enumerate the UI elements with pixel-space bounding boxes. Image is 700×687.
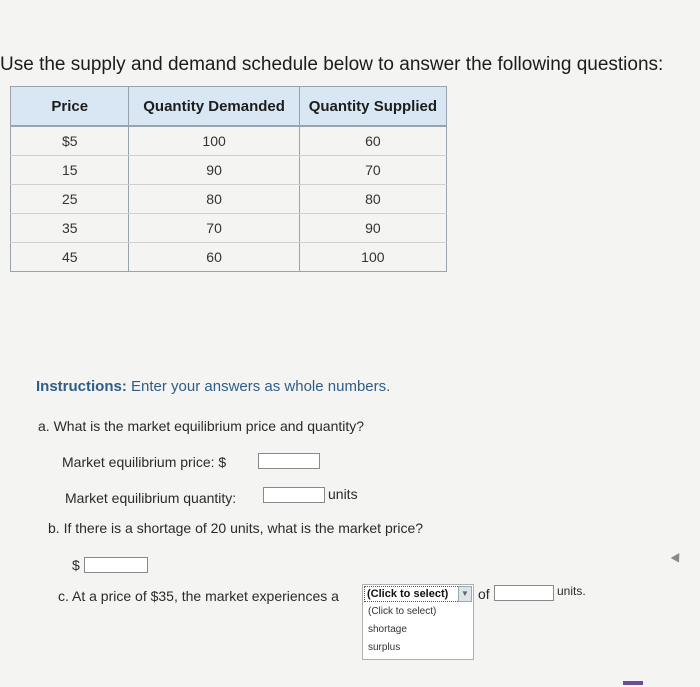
column-header-quantity-demanded: Quantity Demanded bbox=[129, 87, 299, 127]
dropdown-option-surplus[interactable]: surplus bbox=[368, 642, 401, 653]
shortage-price-input[interactable] bbox=[84, 557, 148, 573]
page-heading: Use the supply and demand schedule below to answer the following questions: bbox=[0, 54, 664, 75]
shortage-surplus-dropdown[interactable] bbox=[362, 584, 474, 660]
cell-price: 25 bbox=[11, 185, 129, 214]
supply-demand-table bbox=[10, 86, 447, 272]
question-b: b. If there is a shortage of 20 units, what is the market price? bbox=[48, 520, 424, 536]
cell-quantity-demanded: 70 bbox=[129, 214, 299, 243]
cell-price: $5 bbox=[11, 126, 129, 156]
equilibrium-quantity-unit: units bbox=[328, 486, 358, 502]
table-row bbox=[11, 126, 447, 156]
table-row bbox=[11, 156, 447, 185]
instructions-label: Instructions: bbox=[36, 378, 127, 395]
table-row bbox=[11, 185, 447, 214]
question-c: c. At a price of $35, the market experiences a bbox=[58, 588, 339, 604]
cell-quantity-supplied: 100 bbox=[299, 243, 446, 272]
cell-price: 45 bbox=[11, 243, 129, 272]
column-header-price: Price bbox=[11, 87, 129, 127]
equilibrium-price-label: Market equilibrium price: $ bbox=[62, 454, 227, 470]
cell-quantity-supplied: 80 bbox=[299, 185, 446, 214]
chevron-down-icon[interactable]: ▼ bbox=[458, 586, 472, 602]
table-row bbox=[11, 243, 447, 272]
cell-quantity-supplied: 90 bbox=[299, 214, 446, 243]
cell-quantity-demanded: 80 bbox=[129, 185, 299, 214]
question-a: a. What is the market equilibrium price and quantity? bbox=[38, 418, 365, 434]
cell-quantity-demanded: 60 bbox=[129, 243, 299, 272]
cell-price: 35 bbox=[11, 214, 129, 243]
dropdown-option-click-to-select[interactable]: (Click to select) bbox=[368, 606, 437, 617]
table-row bbox=[11, 214, 447, 243]
cell-quantity-supplied: 70 bbox=[299, 156, 446, 185]
equilibrium-price-input[interactable] bbox=[258, 453, 320, 469]
dropdown-selected-value[interactable]: (Click to select) ▼ bbox=[364, 586, 472, 602]
units-label: units. bbox=[557, 584, 586, 598]
units-input[interactable] bbox=[494, 585, 554, 601]
corner-marker bbox=[623, 681, 643, 685]
of-label: of bbox=[478, 586, 490, 602]
equilibrium-quantity-label: Market equilibrium quantity: bbox=[65, 490, 237, 506]
table-header-row bbox=[11, 87, 447, 127]
column-header-quantity-supplied: Quantity Supplied bbox=[299, 87, 446, 127]
dropdown-option-shortage[interactable]: shortage bbox=[368, 624, 407, 635]
shortage-price-dollar: $ bbox=[72, 557, 80, 573]
cursor-icon bbox=[671, 553, 684, 565]
cell-quantity-demanded: 100 bbox=[129, 126, 299, 156]
cell-quantity-supplied: 60 bbox=[299, 126, 446, 156]
instructions-text: Enter your answers as whole numbers. bbox=[126, 378, 391, 395]
instructions bbox=[36, 378, 390, 395]
cell-quantity-demanded: 90 bbox=[129, 156, 299, 185]
cell-price: 15 bbox=[11, 156, 129, 185]
equilibrium-quantity-input[interactable] bbox=[263, 487, 325, 503]
